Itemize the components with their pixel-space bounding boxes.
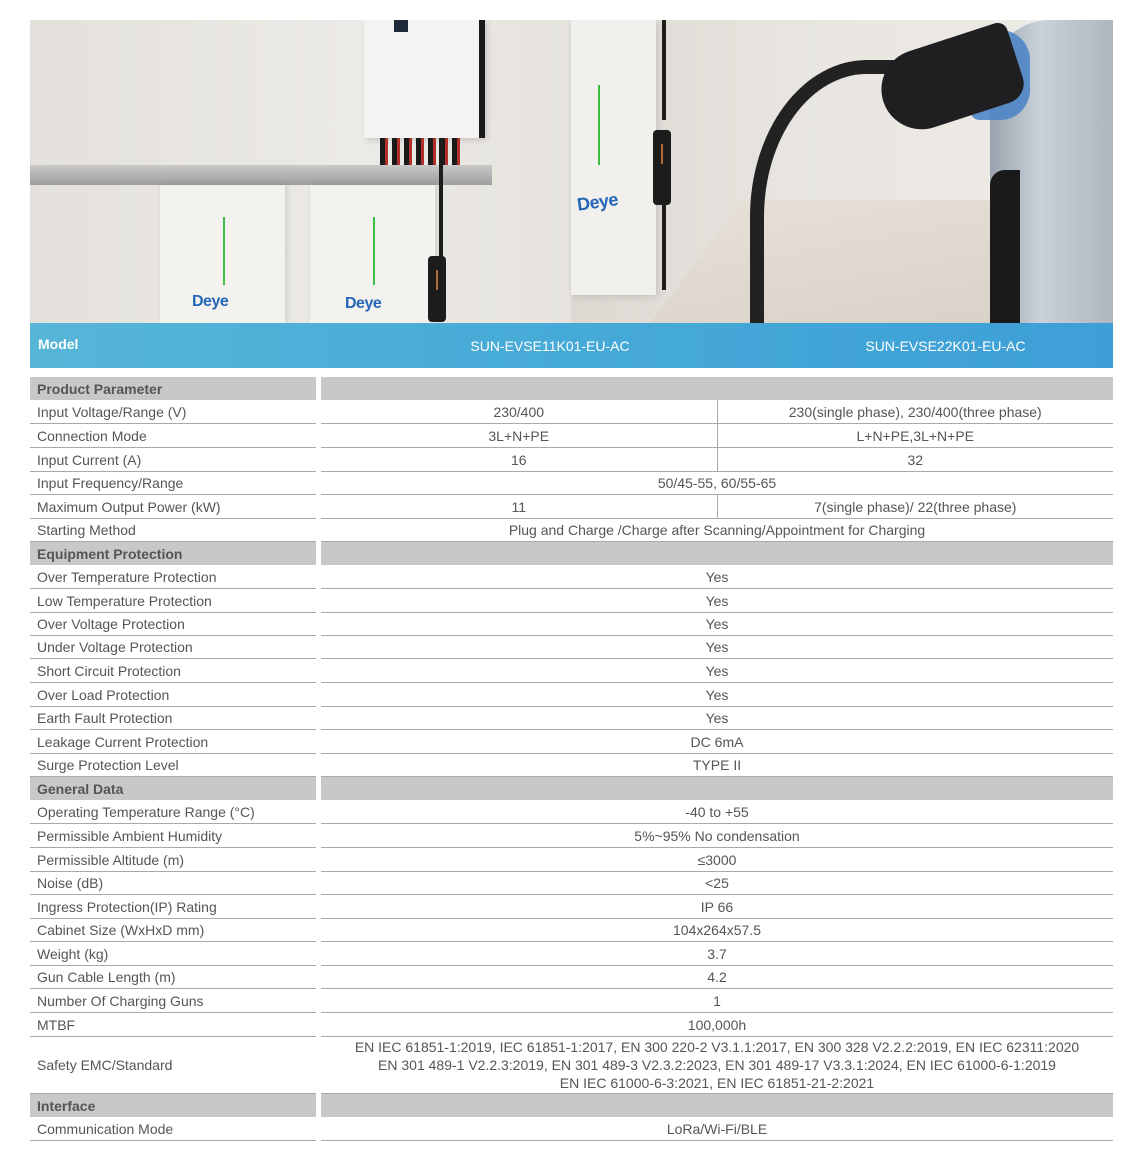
table-row (30, 636, 1113, 659)
section-header-equipment-protection: Equipment Protection (30, 542, 1113, 565)
row-value: ≤3000 (697, 851, 737, 868)
table-row (30, 800, 1113, 824)
row-label: Permissible Altitude (m) (30, 848, 316, 872)
charger-cable (662, 20, 666, 120)
table-row (30, 424, 1113, 448)
row-value: Plug and Charge /Charge after Scanning/Appointment for Charging (508, 522, 926, 538)
row-value: 3L+N+PE (488, 427, 550, 444)
table-row (30, 400, 1113, 424)
table-row (30, 495, 1113, 519)
deye-logo: Deye (345, 295, 382, 312)
row-label: Connection Mode (30, 424, 316, 448)
row-value: Yes (705, 662, 729, 679)
model-label: Model (38, 336, 79, 352)
car-tire (990, 170, 1020, 323)
row-value: 1 (713, 992, 721, 1009)
row-value: 100,000h (687, 1016, 747, 1033)
row-label: Leakage Current Protection (30, 730, 316, 754)
row-label: Ingress Protection(IP) Rating (30, 895, 316, 919)
inverter-unit (364, 20, 485, 138)
standards-line: EN 301 489-1 V2.2.3:2019, EN 301 489-3 V2.3.2:2023, EN 301 489-17 V3.3.1:2024, EN IEC 61000-6-1:2019 (378, 1057, 1056, 1073)
row-label: Input Current (A) (30, 448, 316, 472)
model-header (30, 323, 1113, 368)
battery-unit (160, 185, 285, 323)
table-row (30, 942, 1113, 966)
battery-unit-large (571, 20, 656, 295)
row-value: LoRa/Wi-Fi/BLE (666, 1120, 768, 1137)
row-value: 16 (510, 451, 527, 468)
table-row (30, 472, 1113, 495)
row-value: DC 6mA (690, 733, 744, 750)
row-value: Yes (705, 568, 729, 585)
row-label: Noise (dB) (30, 872, 316, 895)
table-row (30, 659, 1113, 683)
shelf (30, 165, 492, 185)
hero-left-scene (30, 20, 571, 323)
row-value: 230(single phase), 230/400(three phase) (717, 400, 1114, 423)
spec-table (30, 377, 1113, 1141)
table-row (30, 895, 1113, 919)
row-value: TYPE II (692, 757, 742, 773)
battery-unit (310, 185, 435, 323)
table-row-safety-standards (30, 1037, 1113, 1094)
table-row (30, 989, 1113, 1013)
section-header-general-data: General Data (30, 777, 1113, 800)
table-row (30, 754, 1113, 777)
table-row (30, 1117, 1113, 1141)
model-name-22k: SUN-EVSE22K01-EU-AC (865, 338, 1026, 354)
charger-cable (662, 205, 666, 290)
row-value: 4.2 (707, 969, 727, 985)
row-value: Yes (705, 710, 729, 726)
row-label: Cabinet Size (WxHxD mm) (30, 919, 316, 942)
row-label: Under Voltage Protection (30, 636, 316, 659)
ev-charger-wallbox (653, 130, 671, 205)
row-label: Over Temperature Protection (30, 565, 316, 589)
table-row (30, 707, 1113, 730)
row-value: <25 (705, 875, 729, 891)
row-value: Yes (705, 639, 729, 655)
row-value: -40 to +55 (685, 803, 749, 820)
row-label: Earth Fault Protection (30, 707, 316, 730)
table-row (30, 519, 1113, 542)
row-label: Short Circuit Protection (30, 659, 316, 683)
row-value: 50/45-55, 60/55-65 (657, 475, 777, 491)
hero-product-image (30, 20, 1113, 323)
section-header-interface: Interface (30, 1094, 1113, 1117)
row-value: 32 (717, 448, 1114, 471)
model-name-11k: SUN-EVSE11K01-EU-AC (470, 338, 630, 354)
standards-line: EN IEC 61000-6-3:2021, EN IEC 61851-21-2:2021 (559, 1075, 875, 1091)
standards-line: EN IEC 61851-1:2019, IEC 61851-1:2017, EN 300 220-2 V3.1.1:2017, EN 300 328 V2.2.2:2019, EN IEC 62311:2020 (354, 1039, 1080, 1055)
row-label: Operating Temperature Range (°C) (30, 800, 316, 824)
cable-bundle (380, 138, 460, 168)
deye-logo: Deye (192, 293, 229, 310)
row-value: Yes (705, 616, 729, 632)
row-label: Number Of Charging Guns (30, 989, 316, 1013)
table-row (30, 848, 1113, 872)
row-label: Low Temperature Protection (30, 589, 316, 613)
row-label: Communication Mode (30, 1117, 316, 1141)
table-row (30, 824, 1113, 848)
deye-logo: Deye (575, 189, 620, 215)
row-value: IP 66 (700, 898, 734, 915)
row-value: 230/400 (493, 403, 545, 420)
row-label: Maximum Output Power (kW) (30, 495, 316, 519)
row-label: MTBF (30, 1013, 316, 1037)
row-value: L+N+PE,3L+N+PE (717, 424, 1114, 447)
row-label: Over Load Protection (30, 683, 316, 707)
table-row (30, 872, 1113, 895)
row-label: Safety EMC/Standard (30, 1037, 316, 1094)
row-value: Yes (705, 686, 729, 703)
row-label: Over Voltage Protection (30, 613, 316, 636)
row-label: Input Frequency/Range (30, 472, 316, 495)
row-label: Surge Protection Level (30, 754, 316, 777)
table-row (30, 683, 1113, 707)
table-row (30, 966, 1113, 989)
row-value: 3.7 (707, 945, 727, 962)
table-row (30, 730, 1113, 754)
row-value: Yes (705, 592, 729, 609)
charger-cable (439, 138, 443, 258)
row-value: 7(single phase)/ 22(three phase) (717, 495, 1114, 518)
table-row (30, 919, 1113, 942)
row-label: Permissible Ambient Humidity (30, 824, 316, 848)
table-row (30, 565, 1113, 589)
row-value: 104x264x57.5 (673, 922, 761, 938)
row-label: Weight (kg) (30, 942, 316, 966)
row-label: Gun Cable Length (m) (30, 966, 316, 989)
table-row (30, 589, 1113, 613)
section-header-product-parameter: Product Parameter (30, 377, 1113, 400)
row-value: 5%~95% No condensation (634, 827, 800, 844)
ev-charger-wallbox (428, 256, 446, 322)
table-row (30, 448, 1113, 472)
table-row (30, 1013, 1113, 1037)
row-label: Starting Method (30, 519, 316, 542)
row-value: 11 (511, 498, 527, 515)
table-row (30, 613, 1113, 636)
row-label: Input Voltage/Range (V) (30, 400, 316, 424)
